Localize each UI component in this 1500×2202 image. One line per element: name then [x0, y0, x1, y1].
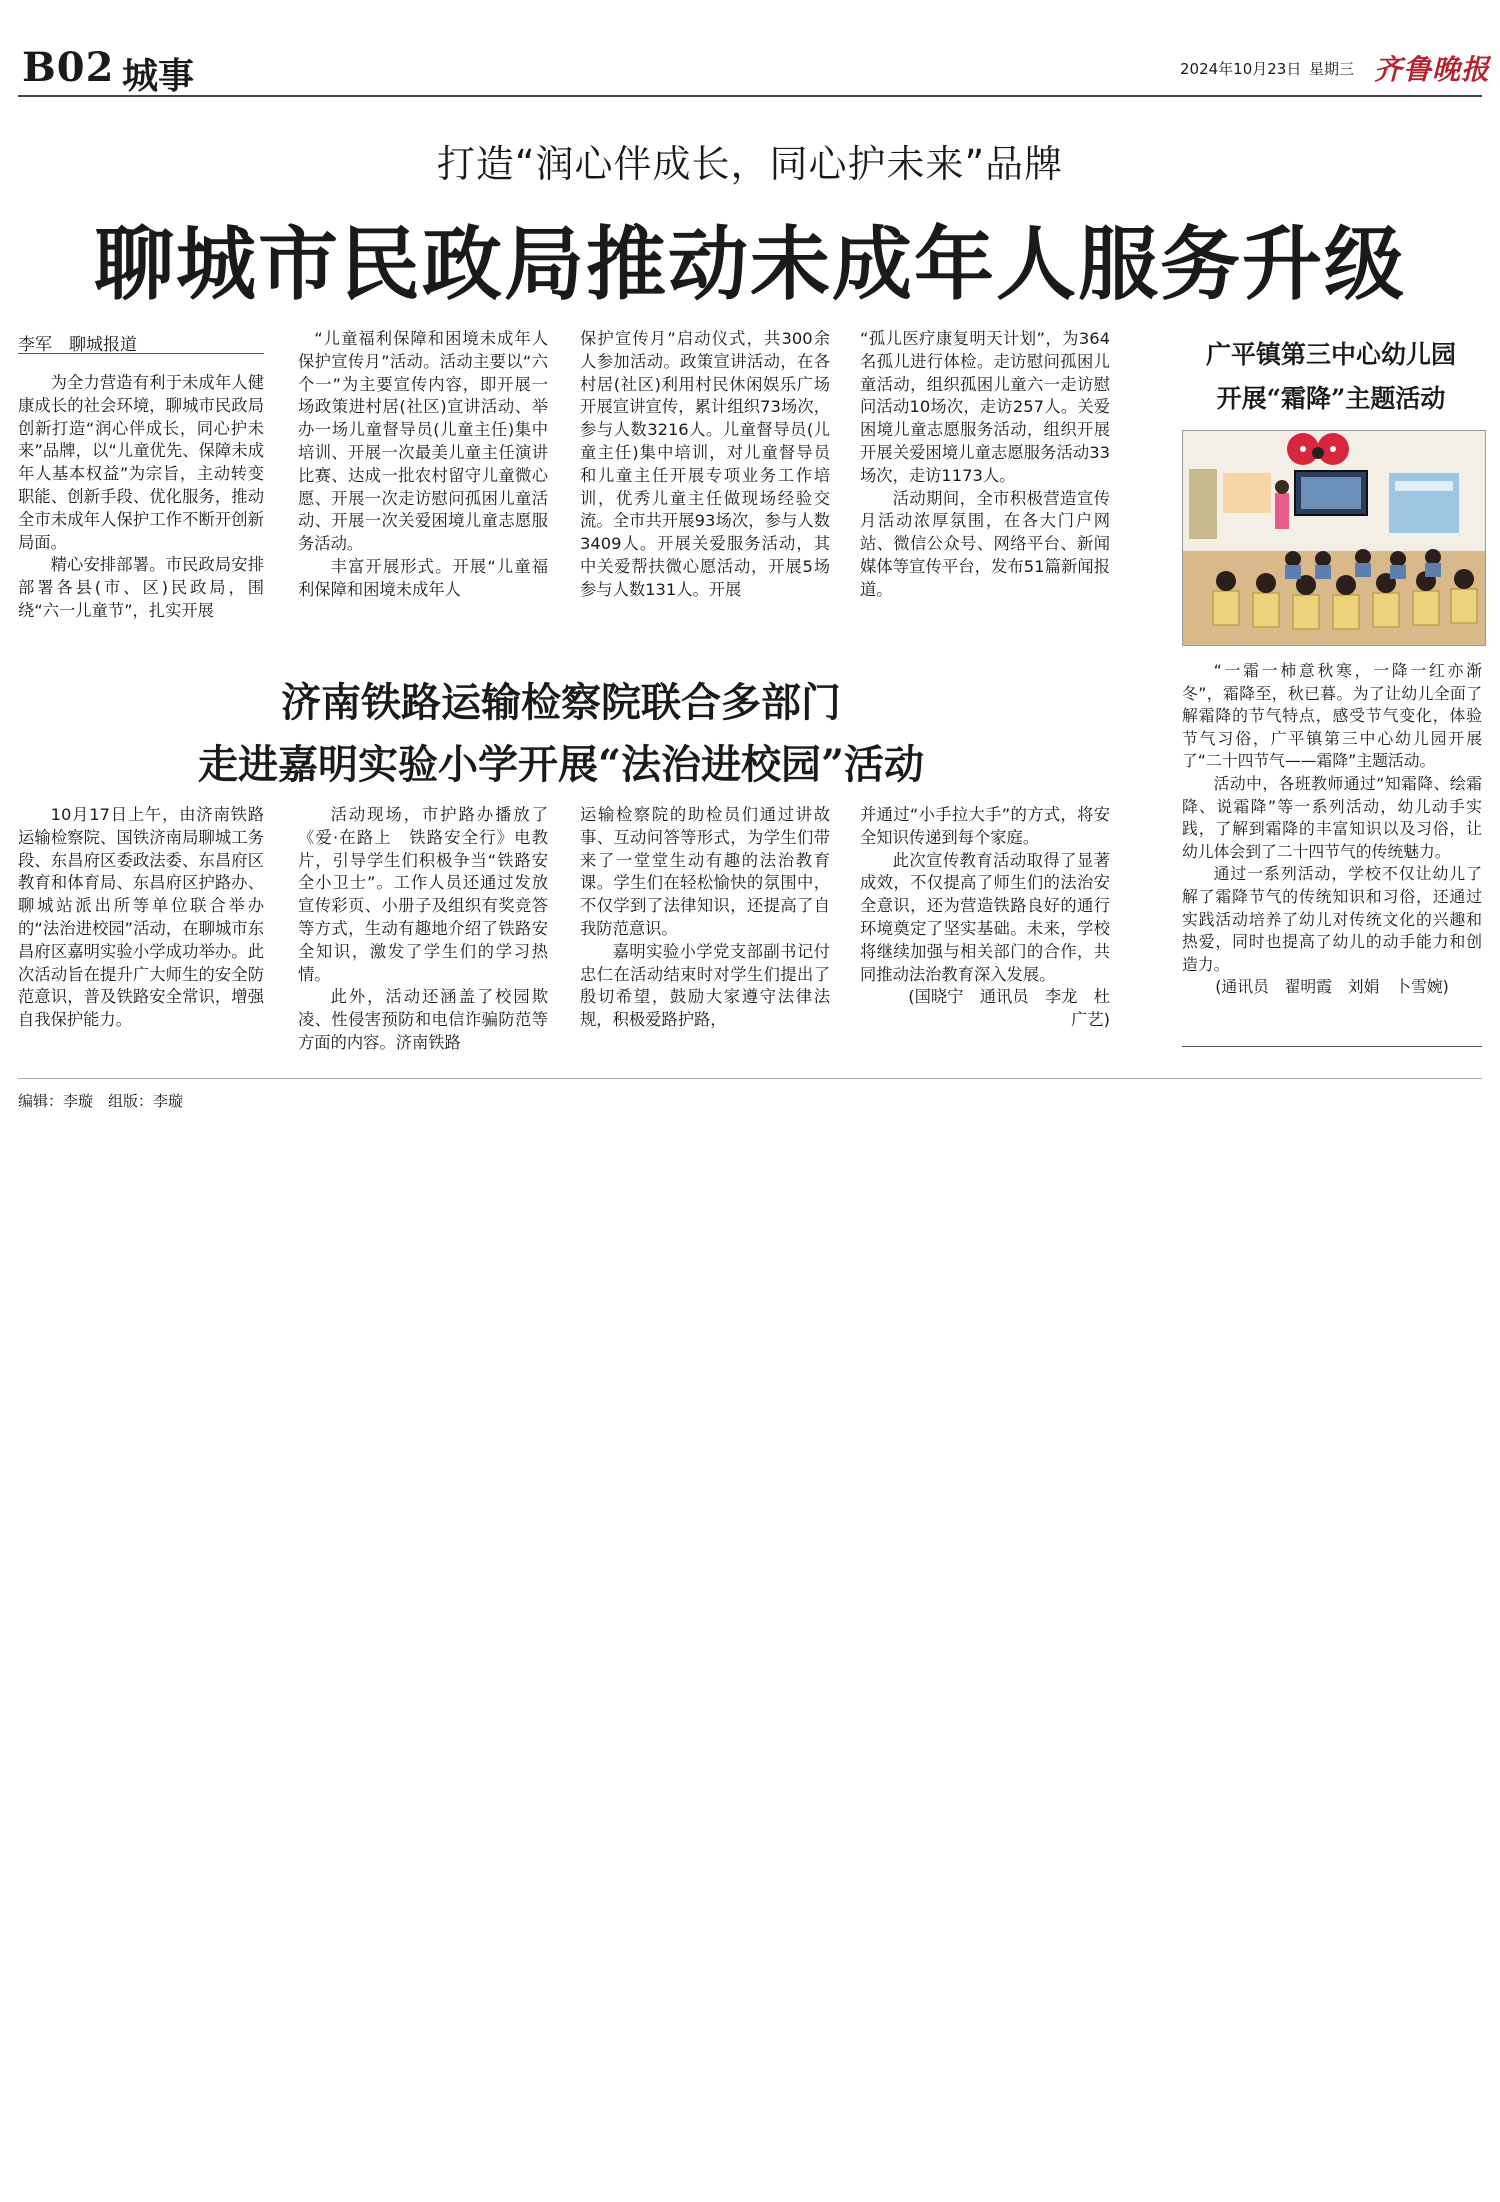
story1-headline: 聊城市民政局推动未成年人服务升级	[94, 217, 1406, 311]
story2-column-4	[860, 804, 1110, 1032]
story2-column-1	[18, 804, 264, 1032]
paragraph: 通过一系列活动，学校不仅让幼儿了解了霜降节气的传统知识和习俗，还通过实践活动培养了幼儿对传统文化的兴趣和热爱，同时也提高了幼儿的动手能力和创造力。	[1182, 864, 1482, 974]
paragraph: 为全力营造有利于未成年人健康成长的社会环境，聊城市民政局创新打造“润心伴成长，同心护未来”品牌，以“儿童优先、保障未成年人基本权益”为宗旨，主动转变职能、创新手段、优化服务，推动全市未成年人保护工作不断开创新局面。	[18, 373, 264, 552]
sidebar-body	[1182, 660, 1482, 999]
header-rule	[18, 95, 1482, 97]
paragraph: 并通过“小手拉大手”的方式，将安全知识传递到每个家庭。	[860, 805, 1110, 847]
story1-column-3	[580, 328, 830, 602]
paragraph: 活动中，各班教师通过“知霜降、绘霜降、说霜降”等一系列活动，幼儿动手实践，了解到霜降的丰富知识以及习俗，让幼儿体会到了二十四节气的传统魅力。	[1182, 773, 1482, 861]
kindergarten-classroom-photo	[1182, 430, 1486, 646]
issue-date: 2024年10月23日	[1180, 60, 1302, 78]
paragraph: 运输检察院的助检员们通过讲故事、互动问答等形式，为学生们带来了一堂堂生动有趣的法治教育课。学生们在轻松愉快的氛围中，不仅学到了法律知识，还提高了自我防范意识。	[580, 805, 830, 938]
story2-column-2	[298, 804, 548, 1055]
sidebar-credit: (通讯员 翟明霞 刘娟 卜雪婉)	[1215, 977, 1449, 997]
sidebar-title-line2: 开展“霜降”主题活动	[1216, 384, 1446, 413]
byline-rule	[18, 353, 264, 354]
story2-headline-line2: 走进嘉明实验小学开展“法治进校园”活动	[197, 741, 924, 788]
story1-column-4	[860, 328, 1110, 602]
sidebar-title-line1: 广平镇第三中心幼儿园	[1205, 340, 1456, 369]
paragraph: 10月17日上午，由济南铁路运输检察院、国铁济南局聊城工务段、东昌府区委政法委、东昌府区教育和体育局、东昌府区护路办、聊城站派出所等单位联合举办的“法治进校园”活动，在聊城市东昌府区嘉明实验小学成功举办。此次活动旨在提升广大师生的安全防范意识，普及铁路安全常识，增强自我保护能力。	[18, 805, 264, 1030]
page-number: B02	[22, 44, 115, 91]
paragraph: “儿童福利保障和困境未成年人保护宣传月”活动。活动主要以“六个一”为主要宣传内容，即开展一场政策进村居(社区)宣讲活动、举办一场儿童督导员(儿童主任)集中培训、开展一次最美儿童主任演讲比赛、达成一批农村留守儿童微心愿、开展一次走访慰问孤困儿童活动、开展一次关爱困境儿童志愿服务活动。	[298, 329, 548, 554]
paragraph: 嘉明实验小学党支部副书记付忠仁在活动结束时对学生们提出了殷切希望，鼓励大家遵守法律法规，积极爱路护路，	[580, 941, 830, 1030]
paragraph: 此外，活动还涵盖了校园欺凌、性侵害预防和电信诈骗防范等方面的内容。济南铁路	[298, 987, 548, 1052]
story1-byline: 李军 聊城报道	[18, 335, 137, 355]
story2-credit: (国晓宁 通讯员 李龙 杜广艺)	[908, 987, 1110, 1030]
sidebar-bottom-rule	[1182, 1046, 1482, 1047]
paragraph: 丰富开展形式。开展“儿童福利保障和困境未成年人	[298, 556, 548, 599]
editor-credit: 编辑：李璇 组版：李璇	[18, 1092, 184, 1110]
story1-column-1	[18, 372, 264, 623]
story1-kicker: 打造“润心伴成长，同心护未来”品牌	[436, 142, 1064, 186]
story1-column-2	[298, 328, 548, 602]
paragraph: 活动现场，市护路办播放了《爱·在路上 铁路安全行》电教片，引导学生们积极争当“铁路安全小卫士”。工作人员还通过发放宣传彩页、小册子及组织有奖竞答等方式，生动有趣地介绍了铁路安全知识，激发了学生们的学习热情。	[298, 805, 548, 984]
story2-column-3	[580, 804, 830, 1032]
section-name: 城事	[122, 55, 195, 97]
newspaper-logo: 齐鲁晚报	[1374, 53, 1491, 86]
paragraph: 此次宣传教育活动取得了显著成效，不仅提高了师生们的法治安全意识，还为营造铁路良好的通行环境奠定了坚实基础。未来，学校将继续加强与相关部门的合作，共同推动法治教育深入发展。	[860, 850, 1110, 984]
story2-headline	[0, 672, 1122, 796]
issue-weekday: 星期三	[1309, 60, 1355, 78]
story2-headline-line1: 济南铁路运输检察院联合多部门	[281, 679, 841, 726]
paragraph: “孤儿医疗康复明天计划”，为364名孤儿进行体检。走访慰问孤困儿童活动，组织孤困儿童六一走访慰问活动10场次，走访257人。关爱困境儿童志愿服务活动，组织开展开展关爱困境儿童志愿服务活动33场次，走访1173人。	[860, 329, 1110, 485]
paragraph: 活动期间，全市积极营造宣传月活动浓厚氛围，在各大门户网站、微信公众号、网络平台、新闻媒体等宣传平台，发布51篇新闻报道。	[860, 488, 1110, 599]
sidebar-title	[1180, 333, 1482, 421]
paragraph: “一霜一柿意秋寒，一降一红亦渐冬”，霜降至，秋已暮。为了让幼儿全面了解霜降的节气特点，感受节气变化，体验节气习俗，广平镇第三中心幼儿园开展了“二十四节气——霜降”主题活动。	[1182, 661, 1482, 771]
paragraph: 保护宣传月”启动仪式，共300余人参加活动。政策宣讲活动，在各村居(社区)利用村民休闲娱乐广场开展宣讲宣传，累计组织73场次，参与人数3216人。儿童督导员(儿童主任)集中培训，对儿童督导员和儿童主任开展专项业务工作培训，优秀儿童主任做现场经验交流。全市共开展93场次，参与人数3409人。开展关爱服务活动，其中关爱帮扶微心愿活动，开展5场参与人数131人。开展	[580, 329, 830, 599]
footer-rule	[18, 1078, 1482, 1079]
paragraph: 精心安排部署。市民政局安排部署各县(市、区)民政局，围绕“六一儿童节”，扎实开展	[18, 555, 264, 620]
